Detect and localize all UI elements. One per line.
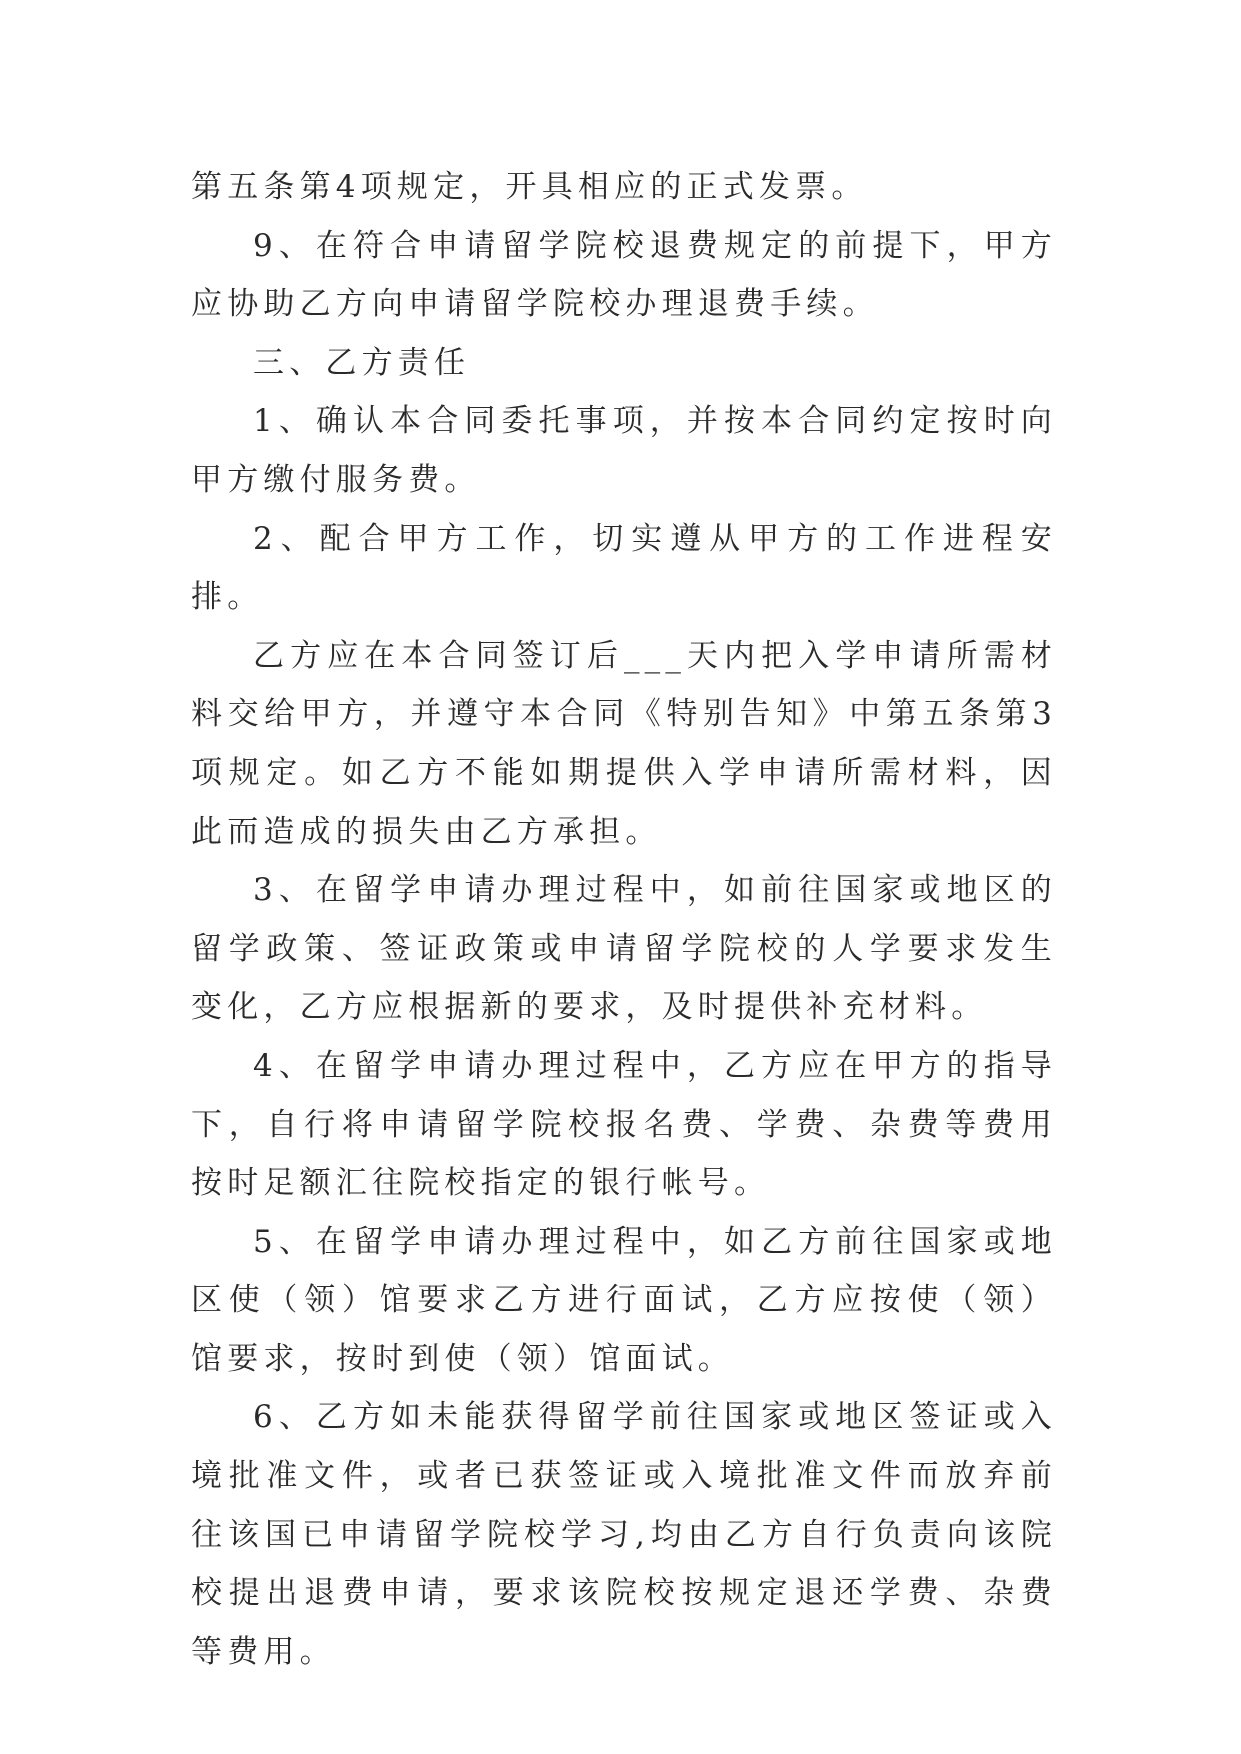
paragraph-materials: 乙方应在本合同签订后___天内把入学申请所需材料交给甲方，并遵守本合同《特别告知》中第五条第3项规定。如乙方不能如期提供入学申请所需材料，因此而造成的损失由乙方承担。 (191, 637, 1057, 850)
paragraph-item-6: 6、乙方如未能获得留学前往国家或地区签证或入境批准文件，或者已获签证或入境批准文件而放弃前往该国已申请留学院校学习,均由乙方自行负责向该院校提出退费申请，要求该院校按规定退还学费、杂费等费用。 (191, 1399, 1057, 1670)
paragraph-item-9: 9、在符合申请留学院校退费规定的前提下，甲方应协助乙方向申请留学院校办理退费手续。 (191, 227, 1057, 323)
paragraph-item-4: 4、在留学申请办理过程中，乙方应在甲方的指导下，自行将申请留学院校报名费、学费、杂费等费用按时足额汇往院校指定的银行帐号。 (191, 1047, 1057, 1202)
paragraph-item-5: 5、在留学申请办理过程中，如乙方前往国家或地区使（领）馆要求乙方进行面试，乙方应按使（领）馆要求，按时到使（领）馆面试。 (191, 1223, 1057, 1377)
section-heading-party-b: 三、乙方责任 (253, 344, 471, 381)
paragraph-item-3: 3、在留学申请办理过程中，如前往国家或地区的留学政策、签证政策或申请留学院校的人学要求发生变化，乙方应根据新的要求，及时提供补充材料。 (191, 872, 1057, 1026)
paragraph-item-2: 2、配合甲方工作，切实遵从甲方的工作进程安排。 (191, 520, 1057, 616)
paragraph-continuation: 第五条第4项规定，开具相应的正式发票。 (191, 169, 868, 205)
paragraph-item-1: 1、确认本合同委托事项，并按本合同约定按时向甲方缴付服务费。 (191, 403, 1057, 498)
document-body (191, 158, 1057, 1681)
